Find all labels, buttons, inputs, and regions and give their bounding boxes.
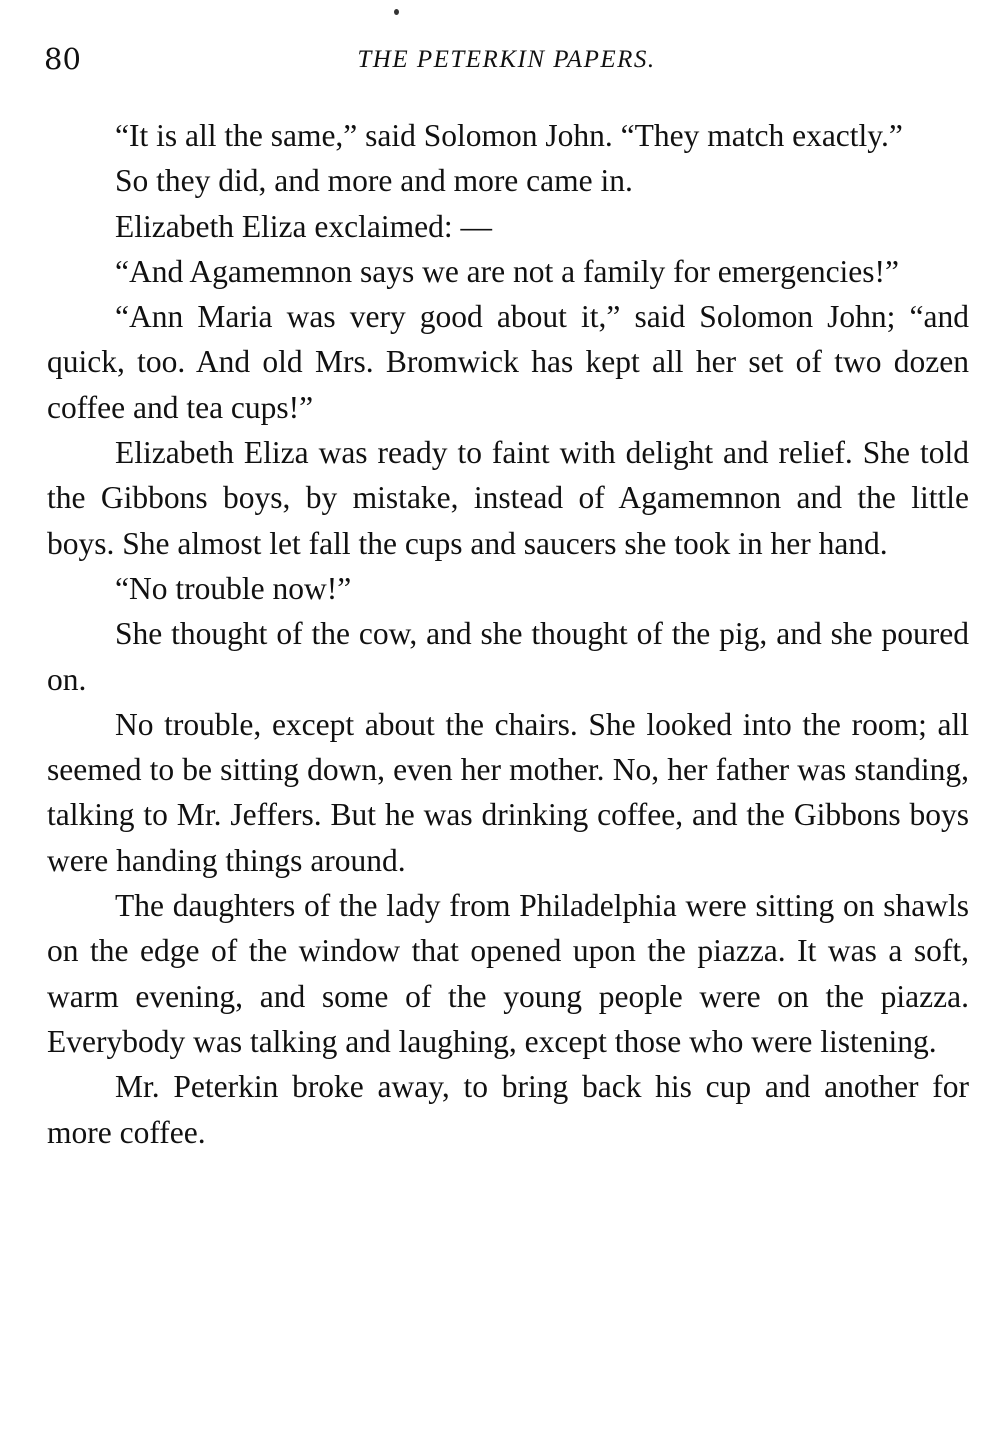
paragraph: The daughters of the lady from Philadelphia were sitting on shawls on the edge of the window that opened upon the piazza. It was a soft, warm evening, and some of the young people were on the piazza. Everybody was talking and laughing, except those who were listening. [47, 888, 969, 1059]
paragraph: “Ann Maria was very good about it,” said Solomon John; “and quick, too. And old Mrs. Bromwick has kept all her set of two dozen coffee and tea cups!” [47, 299, 969, 425]
paragraph: No trouble, except about the chairs. She looked into the room; all seemed to be sitting down, even her mother. No, her father was standing, talking to Mr. Jeffers. But he was drinking coffee, and the Gibbons boys were handing things around. [47, 706, 969, 878]
paragraph: So they did, and more and more came in. [115, 163, 633, 199]
paragraph: She thought of the cow, and she thought of the pig, and she poured on. [47, 616, 969, 697]
page-header [44, 42, 969, 82]
paragraph: Mr. Peterkin broke away, to bring back his cup and another for more coffee. [47, 1069, 969, 1150]
body-text [47, 113, 969, 1155]
paragraph: Elizabeth Eliza was ready to faint with delight and relief. She told the Gibbons boys, by mistake, instead of Agamemnon and the little boys. She almost let fall the cups and saucers she took in her hand. [47, 435, 969, 561]
ink-speck [394, 9, 399, 15]
running-title: THE PETERKIN PAPERS. [357, 46, 656, 73]
page-number: 80 [44, 42, 81, 76]
paragraph: “It is all the same,” said Solomon John. “They match exactly.” [115, 118, 903, 153]
paragraph: “No trouble now!” [115, 570, 352, 606]
paragraph: Elizabeth Eliza exclaimed: — [115, 208, 492, 244]
paragraph: “And Agamemnon says we are not a family for emergencies!” [115, 253, 900, 289]
